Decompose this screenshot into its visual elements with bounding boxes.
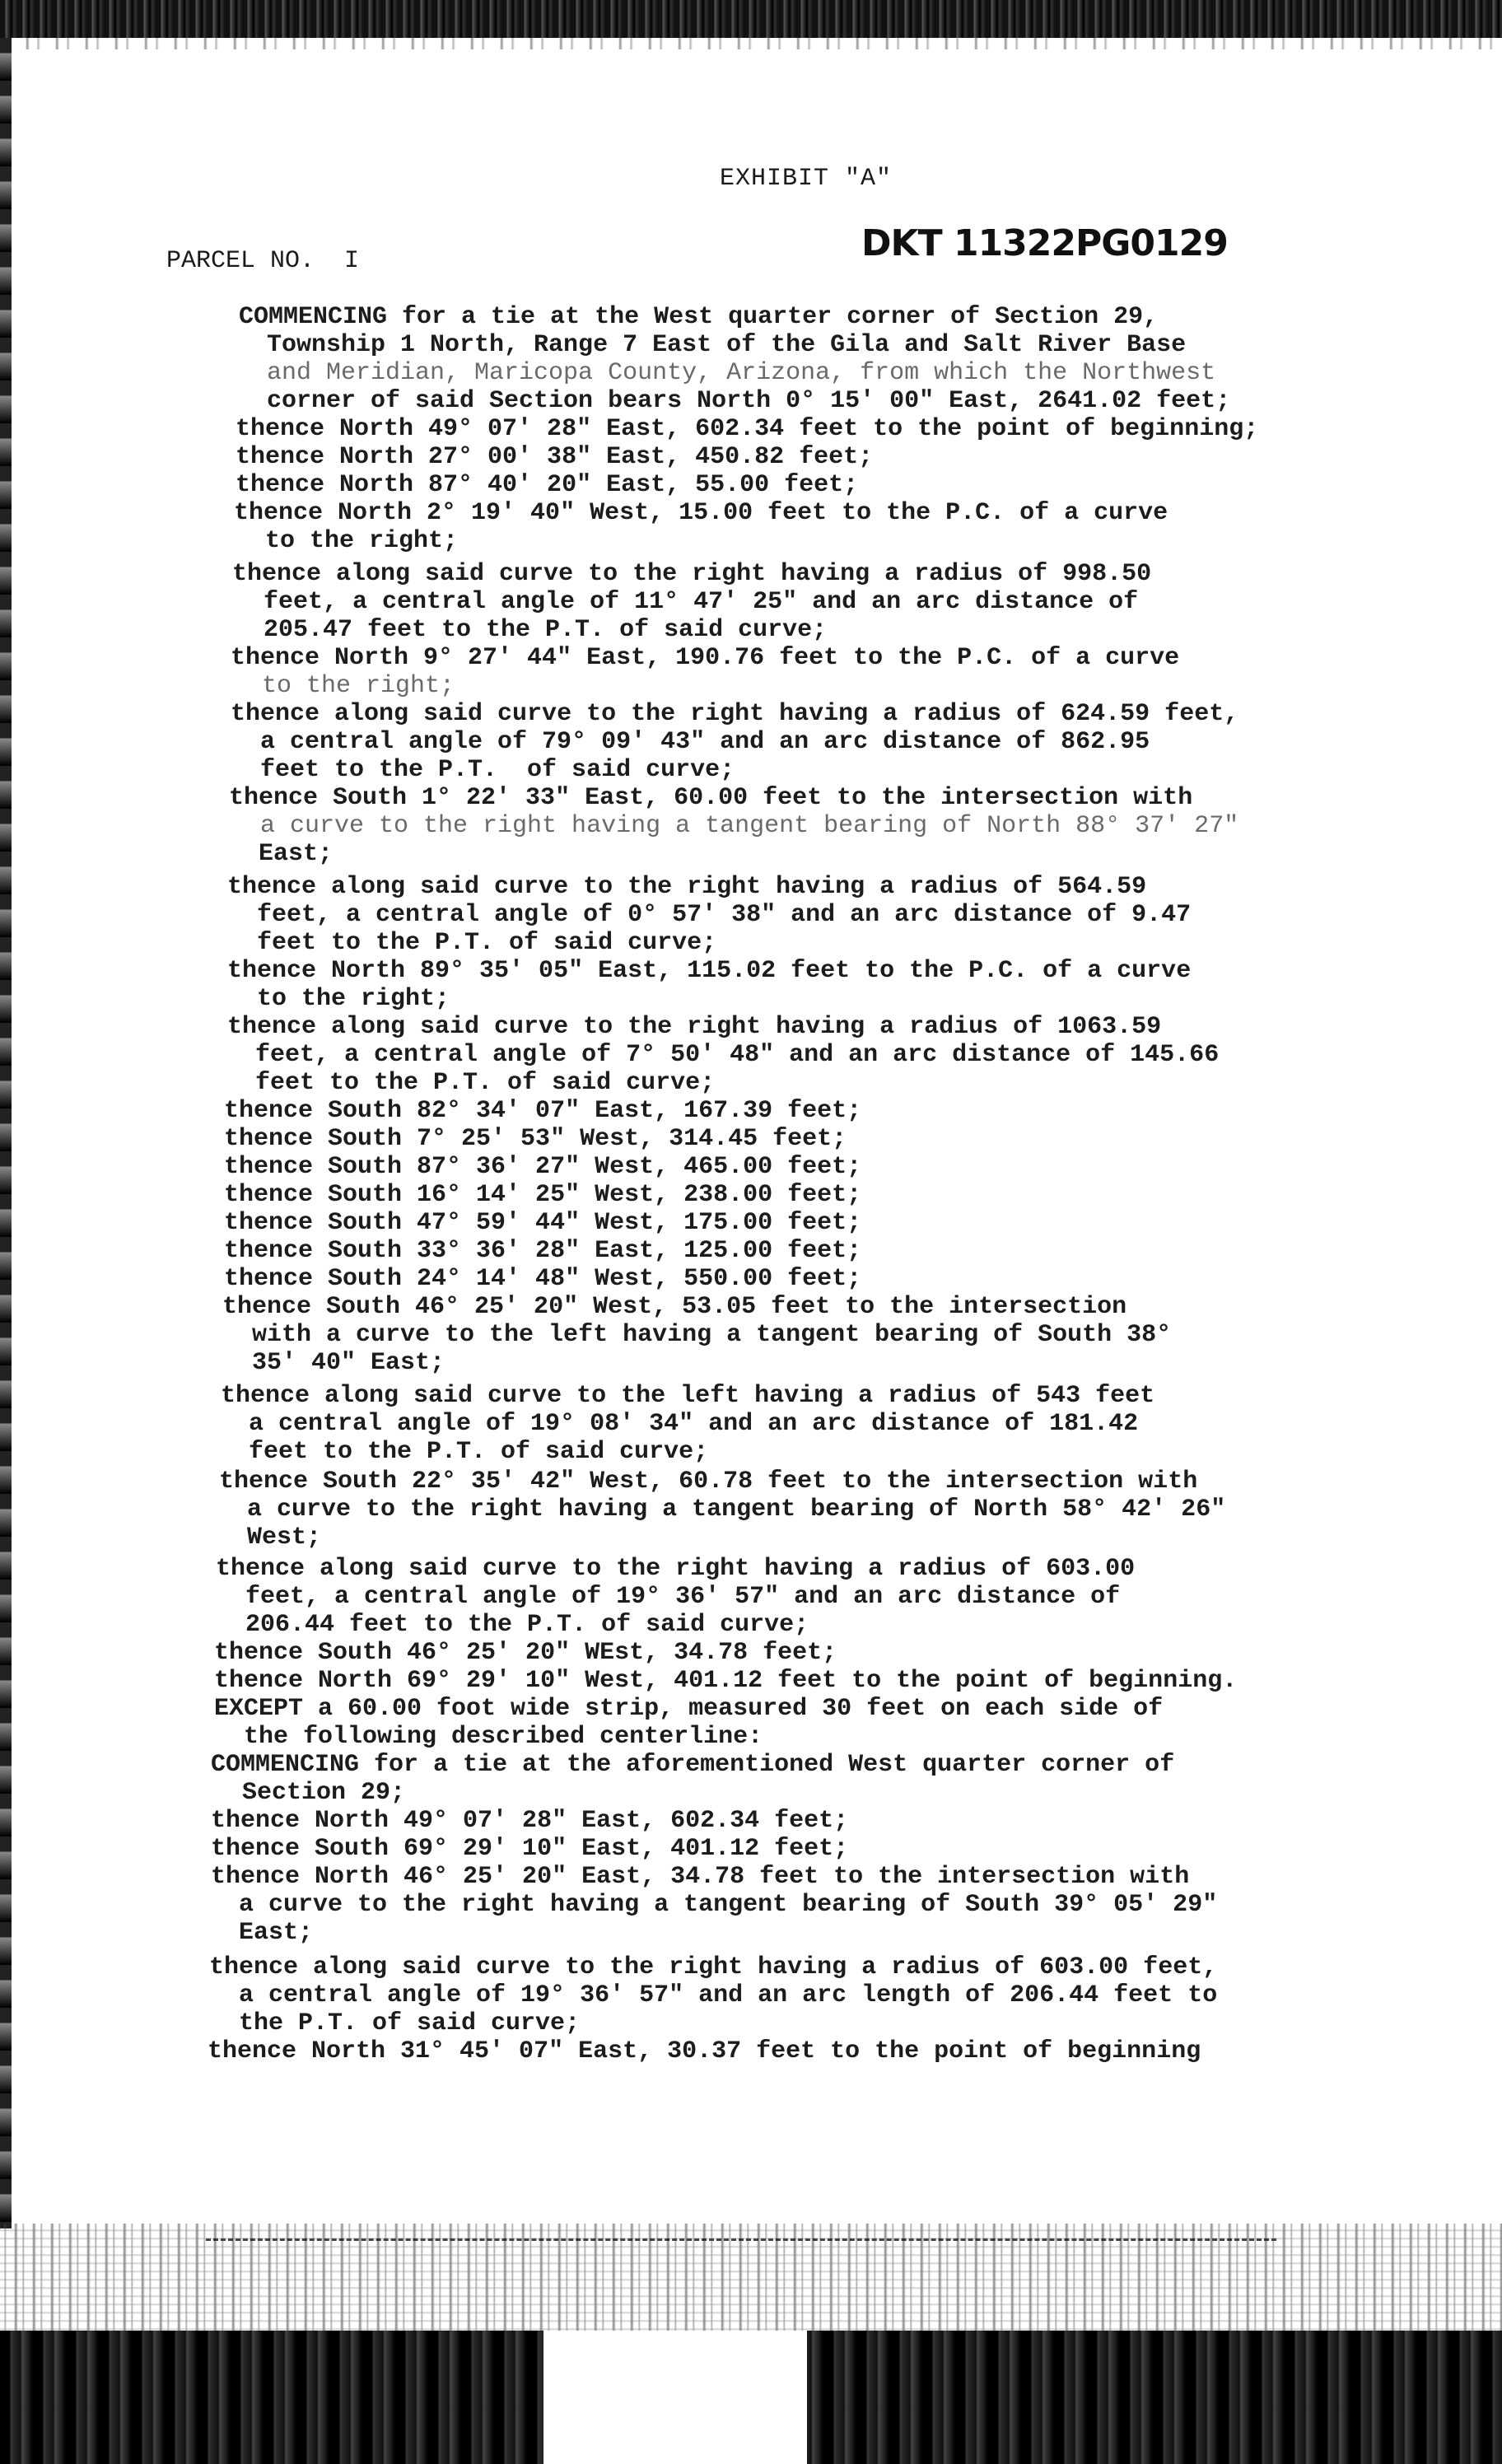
description-line: feet, a central angle of 0° 57' 38" and an arc distance of 9.47 <box>257 901 1192 929</box>
description-line: feet, a central angle of 19° 36' 57" and an arc distance of <box>245 1583 1121 1611</box>
description-line: thence along said curve to the right having a radius of 1063.59 <box>227 1013 1162 1041</box>
document-stamp-number: DKT 11322PG0129 <box>861 222 1228 264</box>
description-line: feet to the P.T. of said curve; <box>257 929 717 957</box>
description-line: thence North 46° 25' 20" East, 34.78 feet to the intersection with <box>211 1863 1190 1891</box>
description-line: thence along said curve to the left having a radius of 543 feet <box>221 1382 1155 1410</box>
description-line: 205.47 feet to the P.T. of said curve; <box>264 616 828 644</box>
description-line: thence South 22° 35' 42" West, 60.78 feet to the intersection with <box>219 1468 1198 1496</box>
description-line: thence South 7° 25' 53" West, 314.45 feet; <box>224 1125 847 1153</box>
description-line: thence North 87° 40' 20" East, 55.00 feet; <box>236 471 859 499</box>
description-line: feet to the P.T. of said curve; <box>260 756 735 784</box>
description-line: feet, a central angle of 11° 47' 25" and an arc distance of <box>264 588 1139 616</box>
description-line: thence South 16° 14' 25" West, 238.00 feet; <box>224 1181 862 1209</box>
description-line: East; <box>259 840 334 868</box>
description-line: the following described centerline: <box>244 1723 763 1751</box>
description-line: COMMENCING for a tie at the West quarter corner of Section 29, <box>239 303 1159 331</box>
description-line: thence South 46° 25' 20" WEst, 34.78 feet; <box>214 1639 837 1667</box>
description-line: thence along said curve to the right having a radius of 603.00 feet, <box>209 1953 1218 1981</box>
scan-left-border <box>0 38 12 2228</box>
description-line: thence South 24° 14' 48" West, 550.00 feet; <box>224 1265 862 1293</box>
description-line: thence South 47° 59' 44" West, 175.00 feet; <box>224 1209 862 1237</box>
description-line: EXCEPT a 60.00 foot wide strip, measured 30 feet on each side of <box>214 1695 1164 1723</box>
description-line: a curve to the right having a tangent bearing of North 88° 37' 27" <box>260 812 1239 840</box>
description-line: thence North 49° 07' 28" East, 602.34 feet; <box>211 1807 849 1835</box>
description-line: thence South 1° 22' 33" East, 60.00 feet to the intersection with <box>229 784 1193 812</box>
description-line: East; <box>239 1919 314 1947</box>
description-line: the P.T. of said curve; <box>239 2009 581 2037</box>
description-line: feet to the P.T. of said curve; <box>249 1438 709 1466</box>
description-line: corner of said Section bears North 0° 15' 00" East, 2641.02 feet; <box>267 387 1231 415</box>
description-line: a curve to the right having a tangent bearing of South 39° 05' 29" <box>239 1891 1218 1919</box>
description-line: COMMENCING for a tie at the aforementioned West quarter corner of <box>211 1751 1175 1779</box>
scan-top-noise <box>0 38 1502 49</box>
description-line: thence South 87° 36' 27" West, 465.00 feet; <box>224 1153 862 1181</box>
description-line: thence North 9° 27' 44" East, 190.76 feet to the P.C. of a curve <box>231 644 1180 672</box>
description-line: thence South 69° 29' 10" East, 401.12 feet; <box>211 1835 849 1863</box>
description-line: 206.44 feet to the P.T. of said curve; <box>245 1611 809 1639</box>
description-line: feet, a central angle of 7° 50' 48" and an arc distance of 145.66 <box>255 1041 1220 1069</box>
description-line: thence North 31° 45' 07" East, 30.37 feet to the point of beginning <box>208 2037 1201 2065</box>
description-line: thence North 69° 29' 10" West, 401.12 feet to the point of beginning. <box>214 1667 1238 1695</box>
description-line: thence along said curve to the right having a radius of 624.59 feet, <box>231 700 1239 728</box>
description-line: Township 1 North, Range 7 East of the Gila and Salt River Base <box>267 331 1187 359</box>
description-line: thence along said curve to the right having a radius of 603.00 <box>216 1555 1136 1583</box>
scan-bottom-gap <box>543 2331 807 2464</box>
exhibit-title: EXHIBIT "A" <box>720 165 893 193</box>
description-line: thence North 2° 19' 40" West, 15.00 feet to the P.C. of a curve <box>234 499 1168 527</box>
description-line: a central angle of 19° 36' 57" and an arc length of 206.44 feet to <box>239 1981 1218 2009</box>
scan-top-border <box>0 0 1502 38</box>
description-line: with a curve to the left having a tangent bearing of South 38° <box>252 1321 1172 1349</box>
description-line: West; <box>247 1524 322 1552</box>
description-line: to the right; <box>262 672 455 700</box>
description-line: Section 29; <box>242 1779 406 1807</box>
description-line: feet to the P.T. of said curve; <box>255 1069 716 1097</box>
scan-bottom-noise <box>0 2224 1502 2331</box>
description-line: and Meridian, Maricopa County, Arizona, from which the Northwest <box>267 359 1216 387</box>
description-line: a curve to the right having a tangent bearing of North 58° 42' 26" <box>247 1496 1226 1524</box>
description-line: thence North 89° 35' 05" East, 115.02 feet to the P.C. of a curve <box>227 957 1192 985</box>
parcel-number-label: PARCEL NO. I <box>166 247 360 275</box>
description-line: thence along said curve to the right having a radius of 564.59 <box>227 873 1147 901</box>
description-line: a central angle of 79° 09' 43" and an arc distance of 862.95 <box>260 728 1150 756</box>
description-line: thence along said curve to the right having a radius of 998.50 <box>232 560 1152 588</box>
description-line: thence North 49° 07' 28" East, 602.34 feet to the point of beginning; <box>236 415 1259 443</box>
description-line: 35' 40" East; <box>252 1349 445 1377</box>
description-line: a central angle of 19° 08' 34" and an arc distance of 181.42 <box>249 1410 1139 1438</box>
description-line: to the right; <box>257 985 450 1013</box>
description-line: thence North 27° 00' 38" East, 450.82 feet; <box>236 443 874 471</box>
description-line: to the right; <box>265 527 459 555</box>
description-line: thence South 82° 34' 07" East, 167.39 feet; <box>224 1097 862 1125</box>
description-line: thence South 33° 36' 28" East, 125.00 feet; <box>224 1237 862 1265</box>
description-line: thence South 46° 25' 20" West, 53.05 feet to the intersection <box>222 1293 1127 1321</box>
